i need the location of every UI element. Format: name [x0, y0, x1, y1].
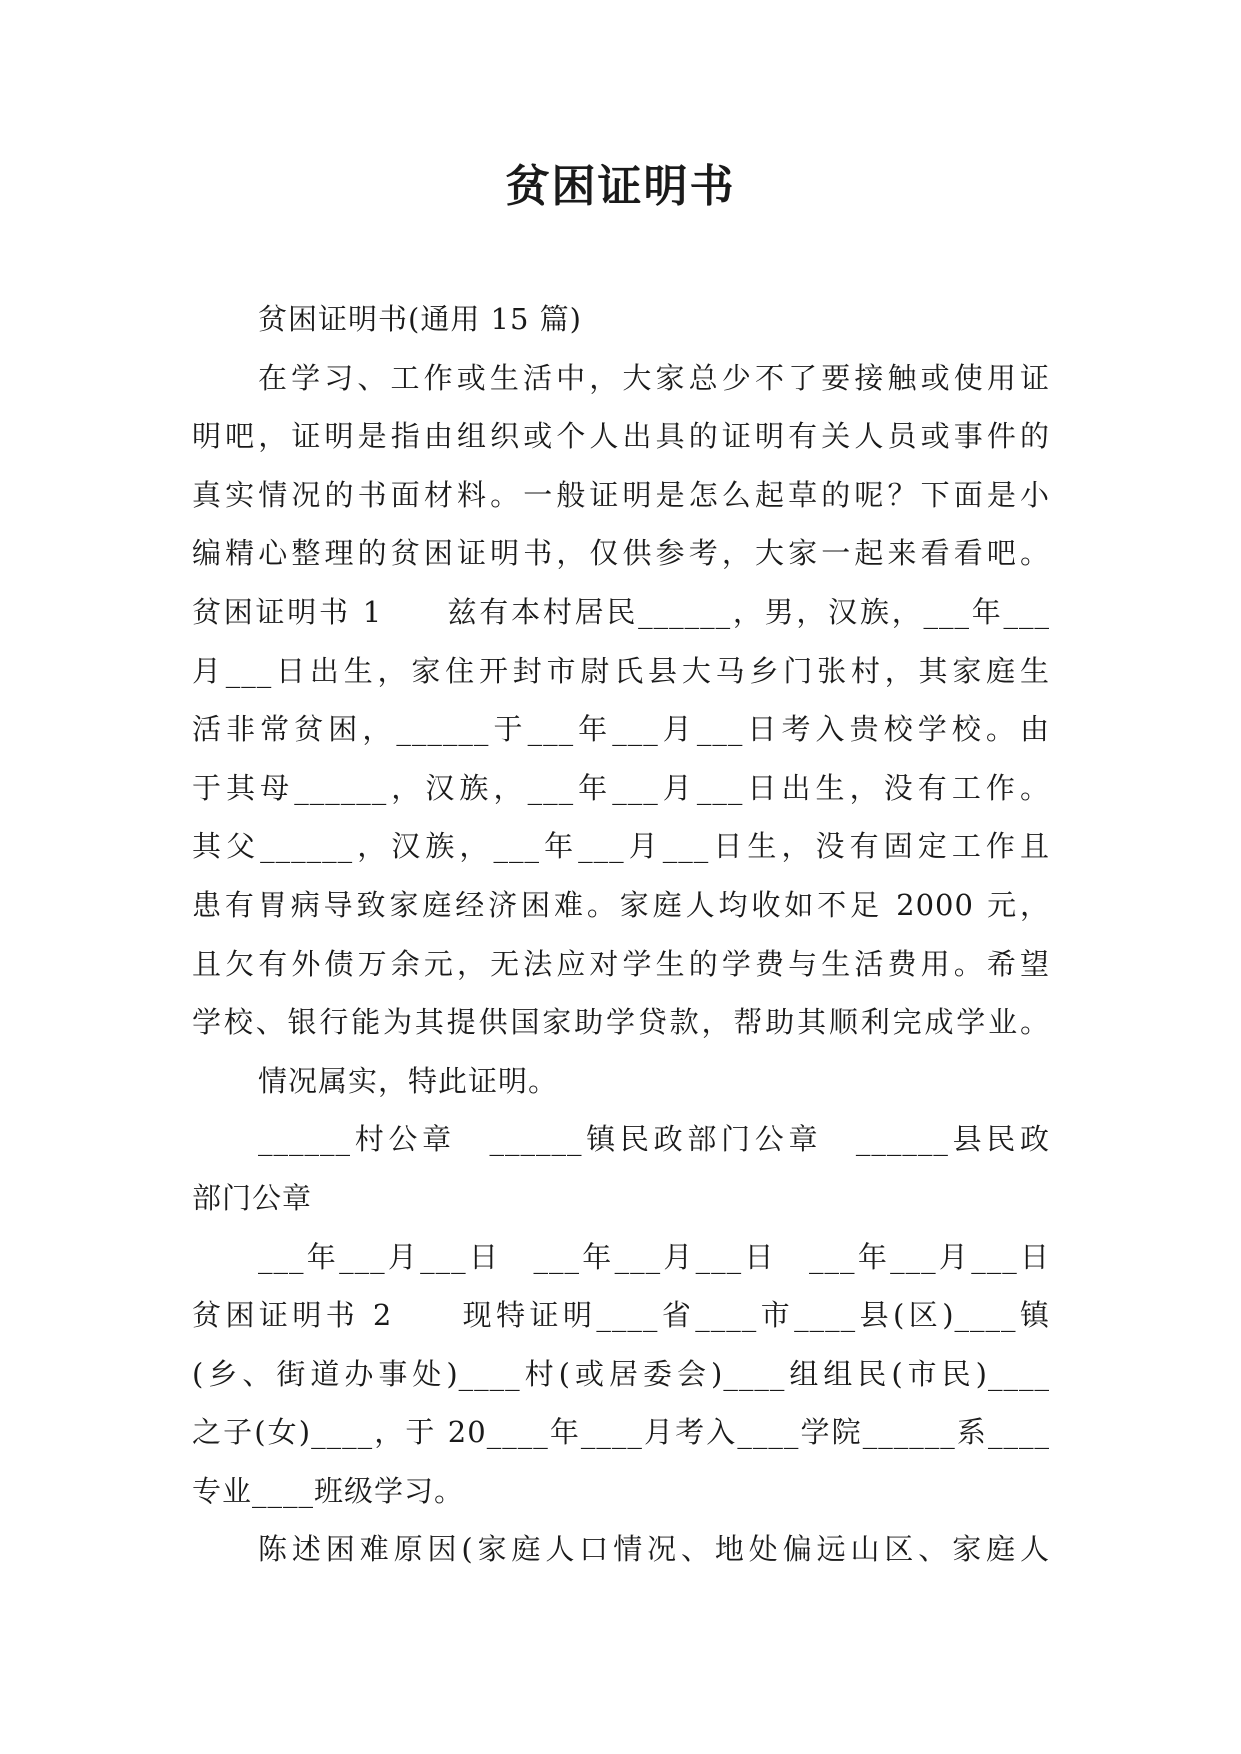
text-line: 真实情况的书面材料。一般证明是怎么起草的呢？下面是小 — [192, 477, 1050, 512]
text-line: 在学习、工作或生活中，大家总少不了要接触或使用证 — [258, 360, 1050, 395]
text-line: 贫困证明书(通用 15 篇) — [258, 302, 582, 336]
text-line: 贫困证明书 1 兹有本村居民______，男，汉族，___年___ — [192, 594, 1050, 629]
text-line: 专业____班级学习。 — [192, 1473, 465, 1508]
text-line: 部门公章 — [192, 1180, 313, 1215]
text-line: 且欠有外债万余元，无法应对学生的学费与生活费用。希望 — [192, 946, 1050, 981]
text-line: 明吧，证明是指由组织或个人出具的证明有关人员或事件的 — [192, 419, 1050, 454]
text-line: 于其母______，汉族，___年___月___日出生，没有工作。 — [192, 770, 1050, 805]
text-line: 贫困证明书 2 现特证明____省____市____县(区)____镇 — [192, 1298, 1050, 1333]
text-line: 编精心整理的贫困证明书，仅供参考，大家一起来看看吧。 — [192, 536, 1050, 571]
text-line: 陈述困难原因(家庭人口情况、地处偏远山区、家庭人 — [258, 1532, 1050, 1567]
text-line: ______村公章 ______镇民政部门公章 ______县民政 — [258, 1122, 1050, 1157]
text-line: (乡、街道办事处)____村(或居委会)____组组民(市民)____ — [192, 1356, 1050, 1391]
document-body — [192, 290, 1050, 1579]
text-line: 之子(女)____，于 20____年____月考入____学院______系____ — [192, 1415, 1050, 1450]
page-title: 贫困证明书 — [505, 161, 736, 212]
text-line: 其父______，汉族，___年___月___日生，没有固定工作且 — [192, 829, 1050, 864]
text-line: 情况属实，特此证明。 — [258, 1063, 559, 1098]
text-line: ___年___月___日 ___年___月___日 ___年___月___日 — [258, 1239, 1050, 1274]
text-line: 患有胃病导致家庭经济困难。家庭人均收如不足 2000 元， — [192, 887, 1050, 922]
text-line: 月___日出生，家住开封市尉氏县大马乡门张村，其家庭生 — [192, 653, 1050, 688]
text-line: 活非常贫困，______于___年___月___日考入贵校学校。由 — [192, 712, 1050, 747]
text-line: 学校、银行能为其提供国家助学贷款，帮助其顺利完成学业。 — [192, 1005, 1050, 1040]
